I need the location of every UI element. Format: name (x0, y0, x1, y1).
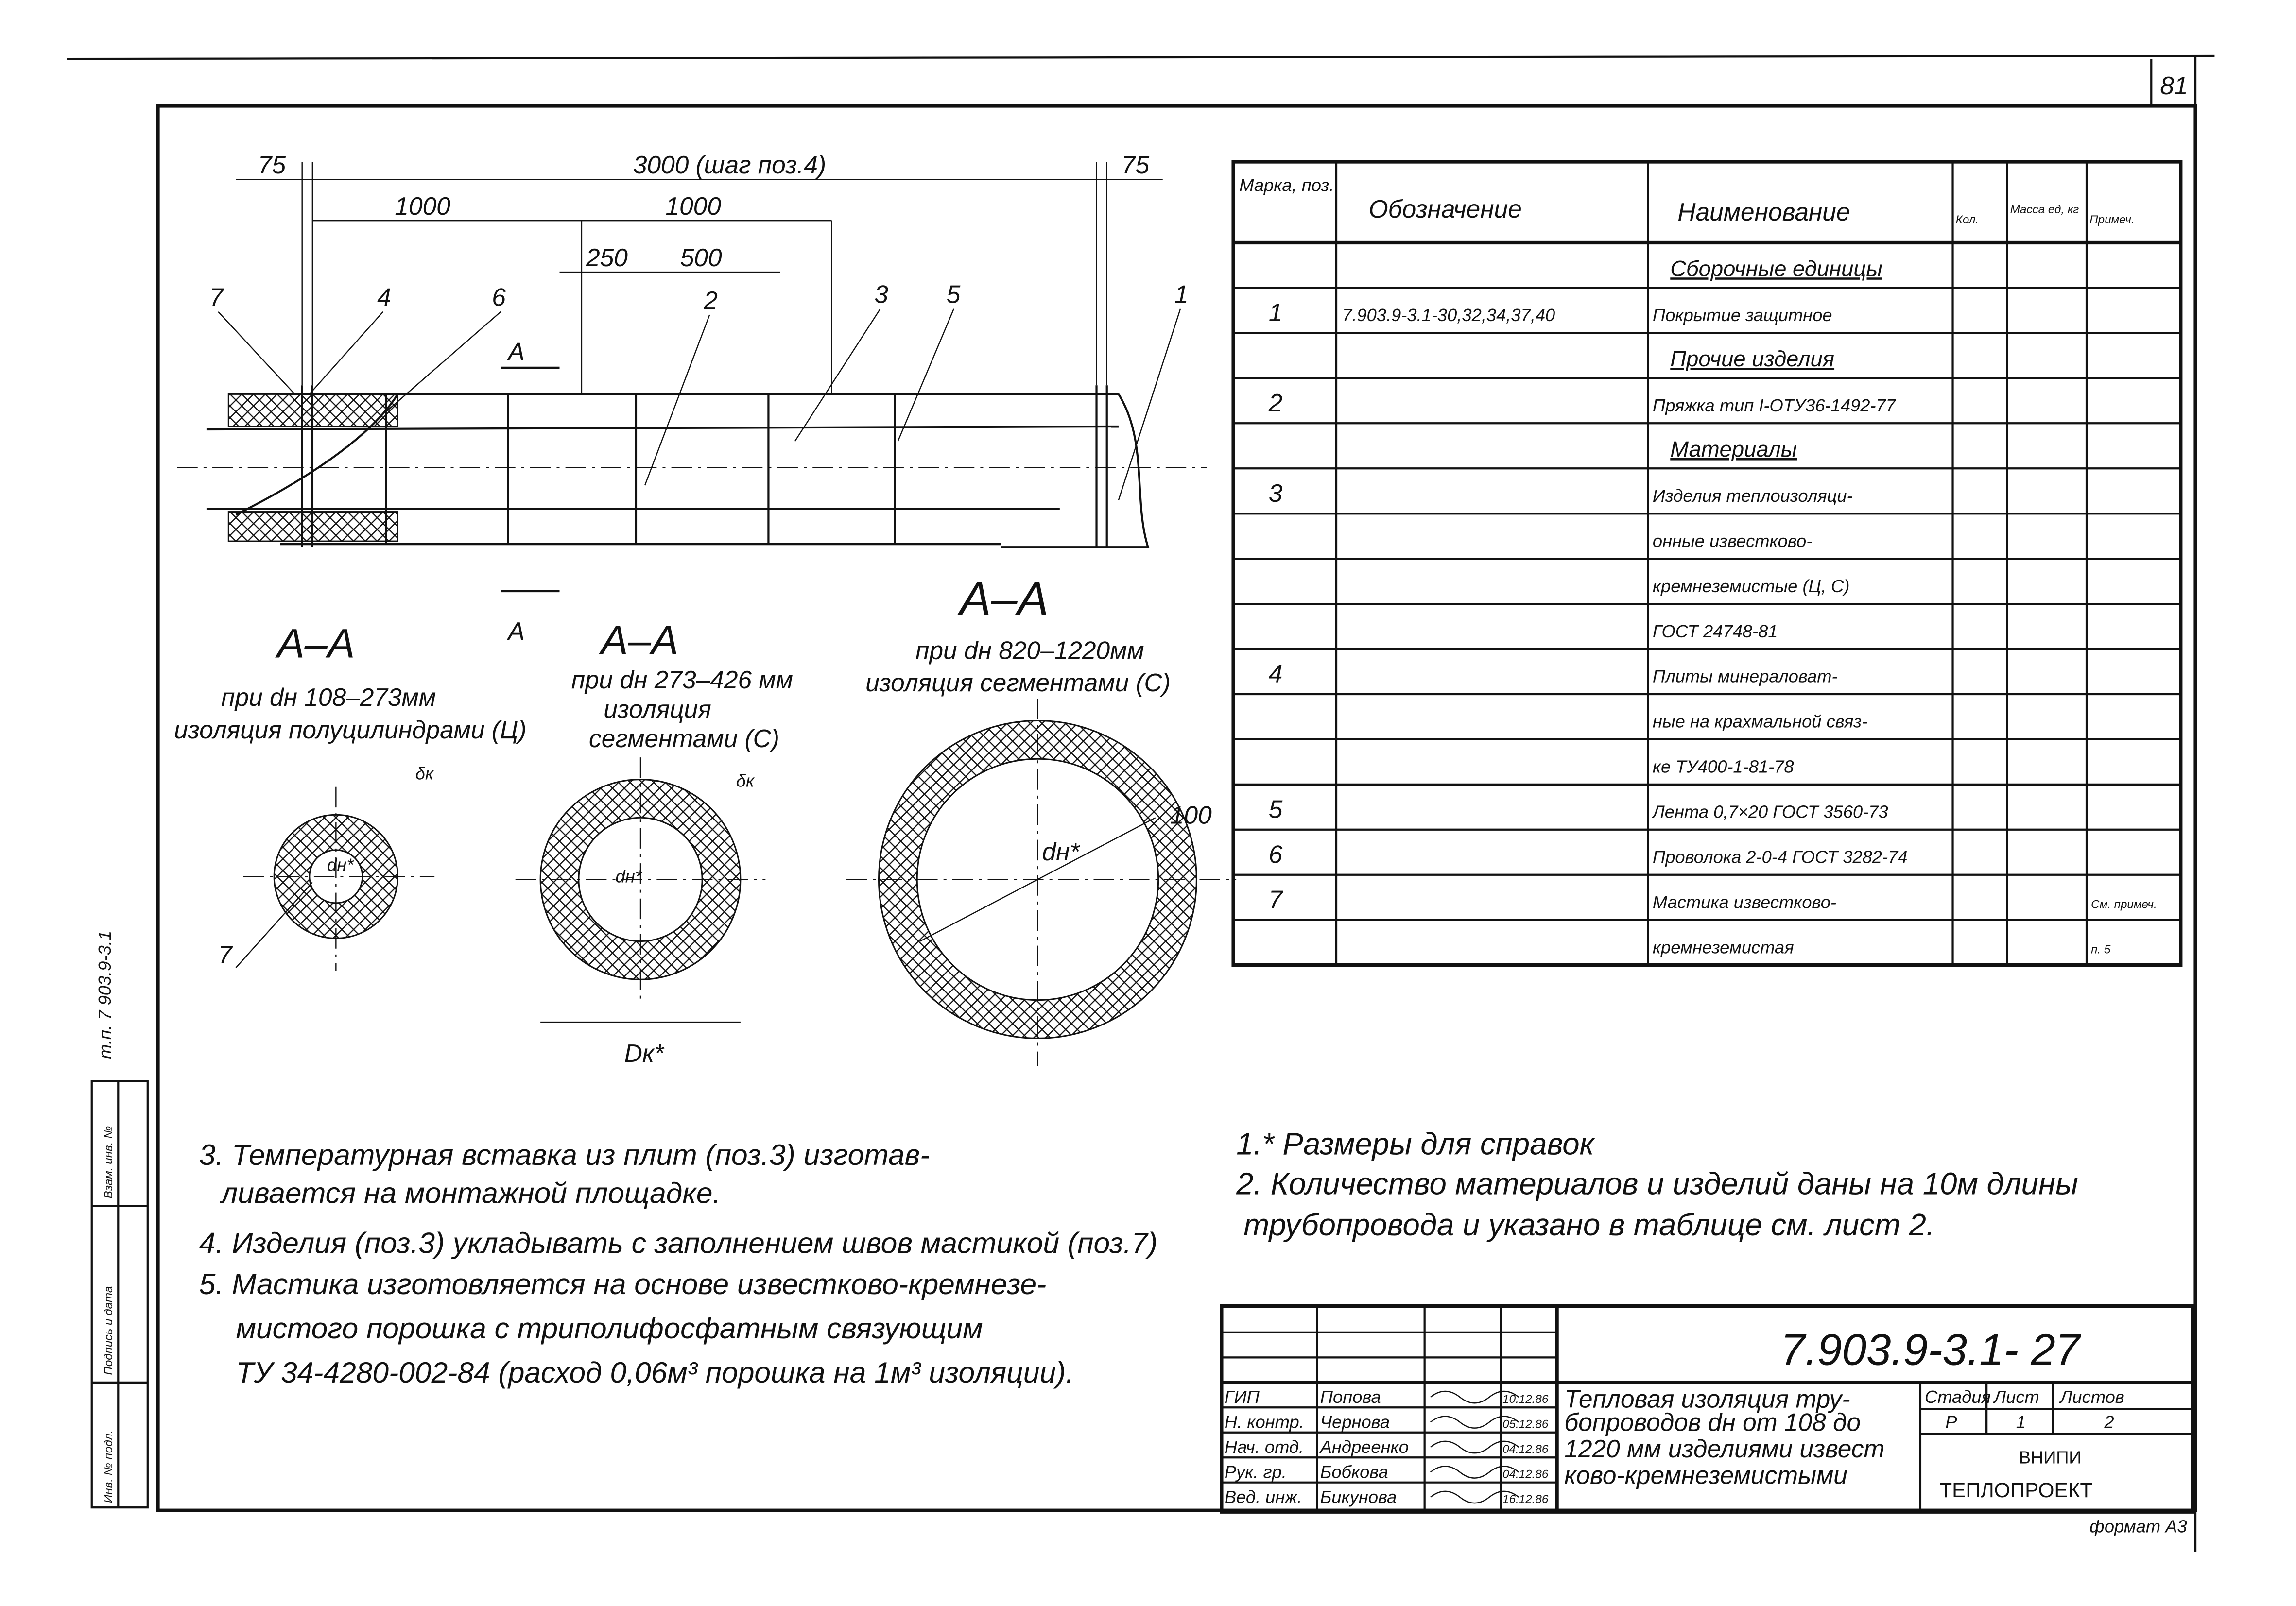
table-header: Кол. (1955, 213, 1979, 227)
row-position: 2 (1268, 389, 1283, 417)
table-header: Обозначение (1368, 195, 1522, 223)
svg-text:4: 4 (377, 283, 391, 311)
specification-table (1233, 162, 2181, 965)
svg-text:А–А: А–А (601, 617, 679, 664)
side-stamp (92, 931, 148, 1507)
signer-name: Андреенко (1320, 1437, 1409, 1457)
signer-name: Бикунова (1320, 1487, 1397, 1507)
row-name: Прочие изделия (1670, 346, 1835, 372)
signer-role: Нач. отд. (1224, 1437, 1304, 1457)
svg-text:500: 500 (680, 243, 722, 272)
svg-text:5: 5 (946, 280, 961, 308)
svg-text:3000 (шаг поз.4): 3000 (шаг поз.4) (633, 151, 827, 179)
svg-text:75: 75 (1122, 151, 1150, 179)
svg-text:7: 7 (218, 940, 232, 969)
row-position: 7 (1268, 885, 1283, 914)
svg-text:1: 1 (2016, 1412, 2026, 1432)
row-note: п. 5 (2091, 943, 2111, 957)
signer-date: 10.12.86 (1502, 1393, 1549, 1406)
table-header: Наименование (1677, 198, 1850, 226)
signer-date: 04.12.86 (1502, 1443, 1549, 1456)
row-position: 5 (1268, 795, 1283, 823)
sheet-number: 81 (2160, 71, 2188, 100)
row-name: Пряжка тип I-ОТУ36-1492-77 (1652, 395, 1896, 416)
notes-left (199, 1138, 1157, 1389)
svg-text:при dн 820–1220мм: при dн 820–1220мм (915, 636, 1144, 665)
svg-text:5. Мастика изготовляется на ос: 5. Мастика изготовляется на основе известково-кремнезе- (199, 1267, 1047, 1301)
row-name: ГОСТ 24748-81 (1652, 621, 1778, 641)
svg-text:100: 100 (1170, 801, 1212, 829)
row-name: Материалы (1670, 437, 1797, 462)
section-small (174, 620, 526, 971)
svg-text:Dк*: Dк* (624, 1039, 664, 1067)
svg-text:изоляция полуцилиндрами (Ц): изоляция полуцилиндрами (Ц) (174, 715, 527, 744)
svg-text:ливается на монтажной площадке: ливается на монтажной площадке. (221, 1176, 721, 1210)
svg-text:А: А (508, 337, 525, 366)
svg-text:dн*: dн* (327, 854, 354, 875)
table-header: Масса ед, кг (2010, 203, 2079, 216)
row-position: 1 (1268, 298, 1283, 327)
svg-text:формат А3: формат А3 (2089, 1516, 2187, 1537)
dimensions (236, 151, 1162, 394)
row-name: ные на крахмальной связ- (1652, 711, 1868, 732)
svg-text:2. Количество материалов и изд: 2. Количество материалов и изделий даны на 10м длины (1236, 1166, 2078, 1201)
row-position: 4 (1268, 659, 1283, 688)
svg-text:сегментами (С): сегментами (С) (589, 724, 779, 752)
svg-text:6: 6 (492, 283, 506, 311)
svg-text:Подпись и дата: Подпись и дата (102, 1286, 116, 1375)
row-name: Лента 0,7×20 ГОСТ 3560-73 (1652, 802, 1888, 822)
svg-text:при dн 108–273мм: при dн 108–273мм (221, 683, 436, 712)
svg-text:δк: δк (415, 763, 434, 784)
row-name: Изделия теплоизоляци- (1652, 485, 1853, 506)
svg-text:изоляция сегментами (С): изоляция сегментами (С) (865, 668, 1171, 697)
svg-text:dн*: dн* (1042, 837, 1080, 866)
svg-text:ТУ 34-4280-002-84 (расход 0,06: ТУ 34-4280-002-84 (расход 0,06м³ порошка на 1м³ изоляции). (236, 1355, 1074, 1389)
svg-text:ТЕПЛОПРОЕКТ: ТЕПЛОПРОЕКТ (1939, 1478, 2093, 1502)
svg-text:т.п. 7 903.9-3.1: т.п. 7 903.9-3.1 (95, 930, 115, 1059)
row-position: 6 (1268, 840, 1283, 869)
svg-text:2: 2 (2104, 1412, 2114, 1432)
svg-text:ково-кремнеземистыми: ково-кремнеземистыми (1564, 1461, 1847, 1489)
svg-text:1000: 1000 (665, 192, 721, 221)
row-name: кремнеземистые (Ц, С) (1652, 576, 1850, 596)
svg-text:А–А: А–А (959, 572, 1049, 625)
pipe-longitudinal-view (177, 151, 1207, 645)
row-code: 7.903.9-3.1-30,32,34,37,40 (1342, 305, 1555, 325)
document-code: 7.903.9-3.1- 27 (1780, 1325, 2080, 1375)
svg-text:мистого порошка с триполифосфа: мистого порошка с триполифосфатным связующим (236, 1312, 983, 1345)
svg-text:трубопровода и указано в табли: трубопровода и указано в таблице см. лист 2. (1243, 1208, 1935, 1243)
row-name: Покрытие защитное (1652, 305, 1832, 325)
table-header: Марка, поз. (1239, 175, 1334, 195)
svg-text:Взам. инв. №: Взам. инв. № (102, 1126, 116, 1199)
signer-name: Попова (1320, 1387, 1381, 1407)
svg-text:Тепловая изоляция тру-: Тепловая изоляция тру- (1564, 1384, 1850, 1413)
notes-right (1236, 1127, 2078, 1243)
title-block (1222, 1306, 2192, 1536)
svg-text:1220 мм изделиями извест: 1220 мм изделиями извест (1564, 1435, 1885, 1463)
row-name: Проволока 2-0-4 ГОСТ 3282-74 (1652, 847, 1908, 867)
svg-text:А: А (508, 616, 525, 645)
signer-date: 04.12.86 (1502, 1468, 1549, 1481)
svg-text:3. Температурная вставка из пл: 3. Температурная вставка из плит (поз.3) изготав- (199, 1138, 930, 1171)
signer-name: Бобкова (1320, 1462, 1388, 1482)
svg-text:75: 75 (258, 151, 286, 179)
section-medium (516, 617, 793, 1067)
svg-text:при dн 273–426 мм: при dн 273–426 мм (571, 665, 793, 694)
svg-text:7: 7 (209, 283, 224, 311)
svg-text:Лист: Лист (1994, 1387, 2039, 1407)
signer-role: Рук. гр. (1224, 1462, 1287, 1482)
svg-text:dн*: dн* (615, 866, 642, 887)
signer-role: Н. контр. (1224, 1412, 1304, 1432)
signer-name: Чернова (1320, 1412, 1390, 1432)
svg-text:1.* Размеры для справок: 1.* Размеры для справок (1236, 1127, 1594, 1162)
signer-date: 16.12.86 (1502, 1493, 1549, 1506)
svg-text:А–А: А–А (277, 620, 355, 666)
svg-text:Листов: Листов (2060, 1387, 2124, 1407)
signer-date: 05.12.86 (1502, 1418, 1549, 1431)
table-header: Примеч. (2089, 213, 2135, 227)
svg-text:Стадия: Стадия (1925, 1387, 1991, 1407)
signer-role: ГИП (1224, 1387, 1260, 1407)
row-name: кремнеземистая (1652, 937, 1794, 957)
row-name: ке ТУ400-1-81-78 (1652, 756, 1794, 777)
bands (302, 385, 1107, 547)
svg-text:2: 2 (704, 286, 718, 314)
svg-text:3: 3 (874, 280, 889, 308)
row-name: Мастика известково- (1652, 892, 1837, 912)
svg-text:Инв. № подл.: Инв. № подл. (102, 1430, 116, 1503)
row-name: Сборочные единицы (1670, 256, 1882, 281)
svg-text:Р: Р (1945, 1412, 1957, 1432)
row-position: 3 (1268, 478, 1283, 507)
svg-text:δк: δк (736, 770, 755, 791)
row-note: См. примеч. (2091, 898, 2157, 911)
svg-text:1: 1 (1174, 280, 1189, 308)
svg-text:1000: 1000 (395, 192, 450, 221)
svg-text:изоляция: изоляция (604, 695, 711, 723)
svg-text:250: 250 (586, 243, 628, 272)
signer-role: Вед. инж. (1224, 1487, 1302, 1507)
row-name: Плиты минераловат- (1652, 666, 1838, 686)
svg-text:ВНИПИ: ВНИПИ (2019, 1447, 2082, 1468)
svg-text:бопроводов dн от 108 до: бопроводов dн от 108 до (1564, 1408, 1861, 1436)
row-name: онные известково- (1652, 530, 1813, 551)
svg-text:4. Изделия (поз.3) укладывать: 4. Изделия (поз.3) укладывать с заполнением швов мастикой (поз.7) (199, 1226, 1158, 1260)
section-large (846, 572, 1236, 1066)
